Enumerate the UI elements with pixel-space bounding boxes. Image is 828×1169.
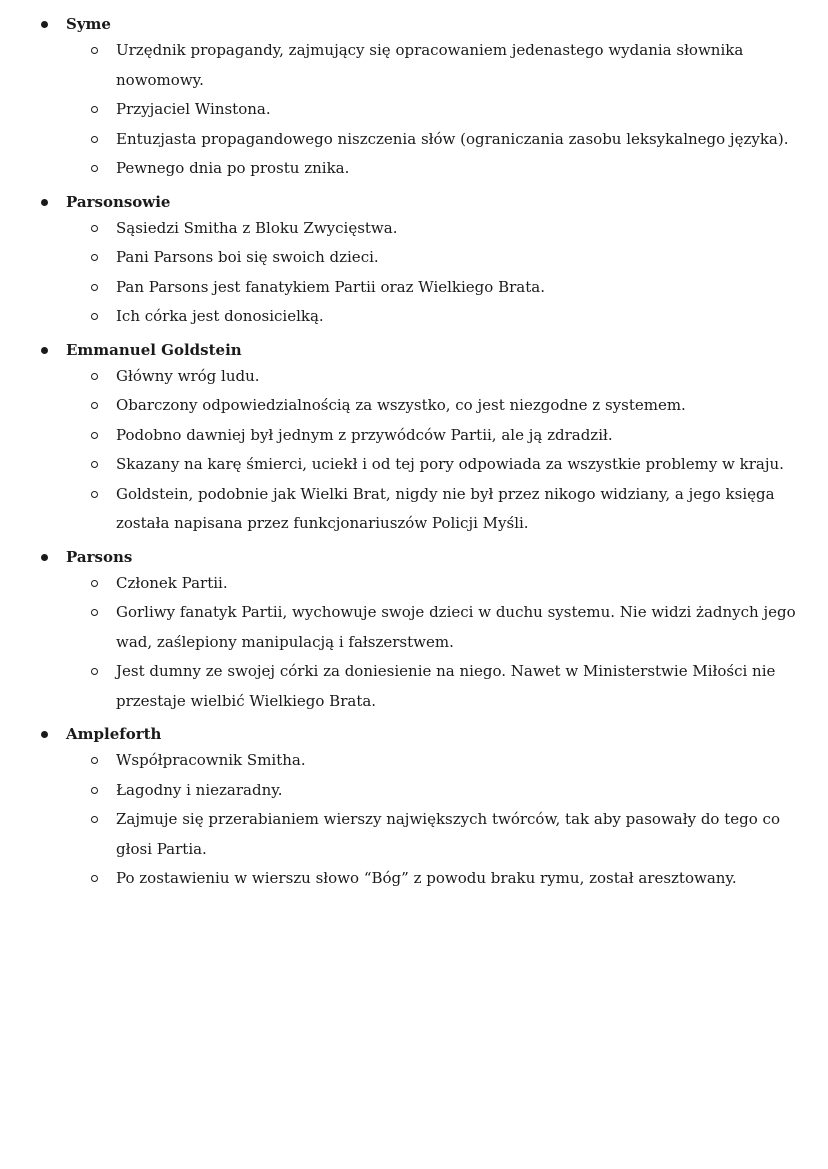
item-text: Jest dumny ze swojej córki za doniesienie na niego. Nawet w Ministerstwie Miłości nie przestaje wielbić Wielkiego Brata. xyxy=(116,662,776,710)
item-text: Sąsiedzi Smitha z Bloku Zwycięstwa. xyxy=(116,218,398,237)
section-ampleforth xyxy=(0,722,828,894)
item-text: Główny wróg ludu. xyxy=(116,366,260,385)
item-text: Członek Partii. xyxy=(116,573,228,592)
hollow-bullet-icon xyxy=(91,225,98,232)
list-item xyxy=(0,154,828,184)
list-item xyxy=(0,125,828,155)
item-text: Współpracownik Smitha. xyxy=(116,751,306,769)
bullet-icon xyxy=(41,21,48,28)
character-heading xyxy=(0,545,828,569)
item-text: Urzędnik propagandy, zajmujący się opracowaniem jedenastego wydania słownika nowomowy. xyxy=(116,41,744,89)
item-text: Przyjaciel Winstona. xyxy=(116,100,271,118)
item-list xyxy=(0,569,828,717)
character-heading xyxy=(0,338,828,362)
hollow-bullet-icon xyxy=(91,816,98,823)
item-text: Entuzjasta propagandowego niszczenia słów (ograniczania zasobu leksykalnego języka). xyxy=(116,129,789,148)
item-text: Obarczony odpowiedzialnością za wszystko, co jest niezgodne z systemem. xyxy=(116,396,686,414)
list-item xyxy=(0,776,828,806)
item-text: Podobno dawniej był jednym z przywódców Partii, ale ją zdradził. xyxy=(116,425,613,444)
character-name: Emmanuel Goldstein xyxy=(66,340,242,359)
hollow-bullet-icon xyxy=(91,373,98,380)
item-text: Ich córka jest donosicielką. xyxy=(116,307,324,325)
item-text: Gorliwy fanatyk Partii, wychowuje swoje dzieci w duchu systemu. Nie widzi żadnych jego wad, zaślepiony manipulacją i fałszerstwem. xyxy=(116,603,796,651)
character-heading xyxy=(0,12,828,36)
hollow-bullet-icon xyxy=(91,491,98,498)
item-text: Goldstein, podobnie jak Wielki Brat, nigdy nie był przez nikogo widziany, a jego księga została napisana przez funkcjonariuszów Policji Myśli. xyxy=(116,484,775,532)
character-name: Parsonsowie xyxy=(66,192,171,211)
item-text: Łagodny i niezaradny. xyxy=(116,780,283,799)
hollow-bullet-icon xyxy=(91,580,98,587)
hollow-bullet-icon xyxy=(91,668,98,675)
item-list xyxy=(0,214,828,332)
list-item xyxy=(0,569,828,599)
section-parsonsowie xyxy=(0,190,828,332)
list-item xyxy=(0,273,828,303)
list-item xyxy=(0,391,828,421)
character-name: Syme xyxy=(66,15,111,33)
list-item xyxy=(0,805,828,864)
list-item xyxy=(0,95,828,125)
list-item xyxy=(0,657,828,716)
hollow-bullet-icon xyxy=(91,165,98,172)
hollow-bullet-icon xyxy=(91,254,98,261)
hollow-bullet-icon xyxy=(91,402,98,409)
list-item xyxy=(0,421,828,451)
hollow-bullet-icon xyxy=(91,47,98,54)
list-item xyxy=(0,362,828,392)
list-item xyxy=(0,598,828,657)
bullet-icon xyxy=(41,347,48,354)
item-list xyxy=(0,36,828,184)
section-syme xyxy=(0,12,828,184)
list-item xyxy=(0,214,828,244)
list-item xyxy=(0,746,828,776)
hollow-bullet-icon xyxy=(91,136,98,143)
item-list xyxy=(0,746,828,894)
bullet-icon xyxy=(41,199,48,206)
list-item xyxy=(0,450,828,480)
list-item xyxy=(0,243,828,273)
hollow-bullet-icon xyxy=(91,461,98,468)
hollow-bullet-icon xyxy=(91,106,98,113)
item-text: Po zostawieniu w wierszu słowo “Bóg” z powodu braku rymu, został aresztowany. xyxy=(116,869,737,887)
hollow-bullet-icon xyxy=(91,787,98,794)
item-text: Skazany na karę śmierci, uciekł i od tej pory odpowiada za wszystkie problemy w kraju. xyxy=(116,455,784,473)
character-heading xyxy=(0,722,828,746)
item-text: Pani Parsons boi się swoich dzieci. xyxy=(116,248,379,266)
section-emmanuel-goldstein xyxy=(0,338,828,539)
list-item xyxy=(0,36,828,95)
bullet-icon xyxy=(41,554,48,561)
character-heading xyxy=(0,190,828,214)
document-body xyxy=(0,12,828,900)
hollow-bullet-icon xyxy=(91,757,98,764)
list-item xyxy=(0,302,828,332)
hollow-bullet-icon xyxy=(91,313,98,320)
item-text: Zajmuje się przerabianiem wierszy największych twórców, tak aby pasowały do tego co głosi Partia. xyxy=(116,810,780,858)
item-text: Pan Parsons jest fanatykiem Partii oraz Wielkiego Brata. xyxy=(116,277,545,296)
list-item xyxy=(0,480,828,539)
hollow-bullet-icon xyxy=(91,875,98,882)
section-parsons xyxy=(0,545,828,717)
hollow-bullet-icon xyxy=(91,432,98,439)
item-text: Pewnego dnia po prostu znika. xyxy=(116,159,350,177)
hollow-bullet-icon xyxy=(91,609,98,616)
character-name: Ampleforth xyxy=(66,725,162,743)
bullet-icon xyxy=(41,731,48,738)
character-name: Parsons xyxy=(66,547,133,566)
hollow-bullet-icon xyxy=(91,284,98,291)
list-item xyxy=(0,864,828,894)
item-list xyxy=(0,362,828,539)
